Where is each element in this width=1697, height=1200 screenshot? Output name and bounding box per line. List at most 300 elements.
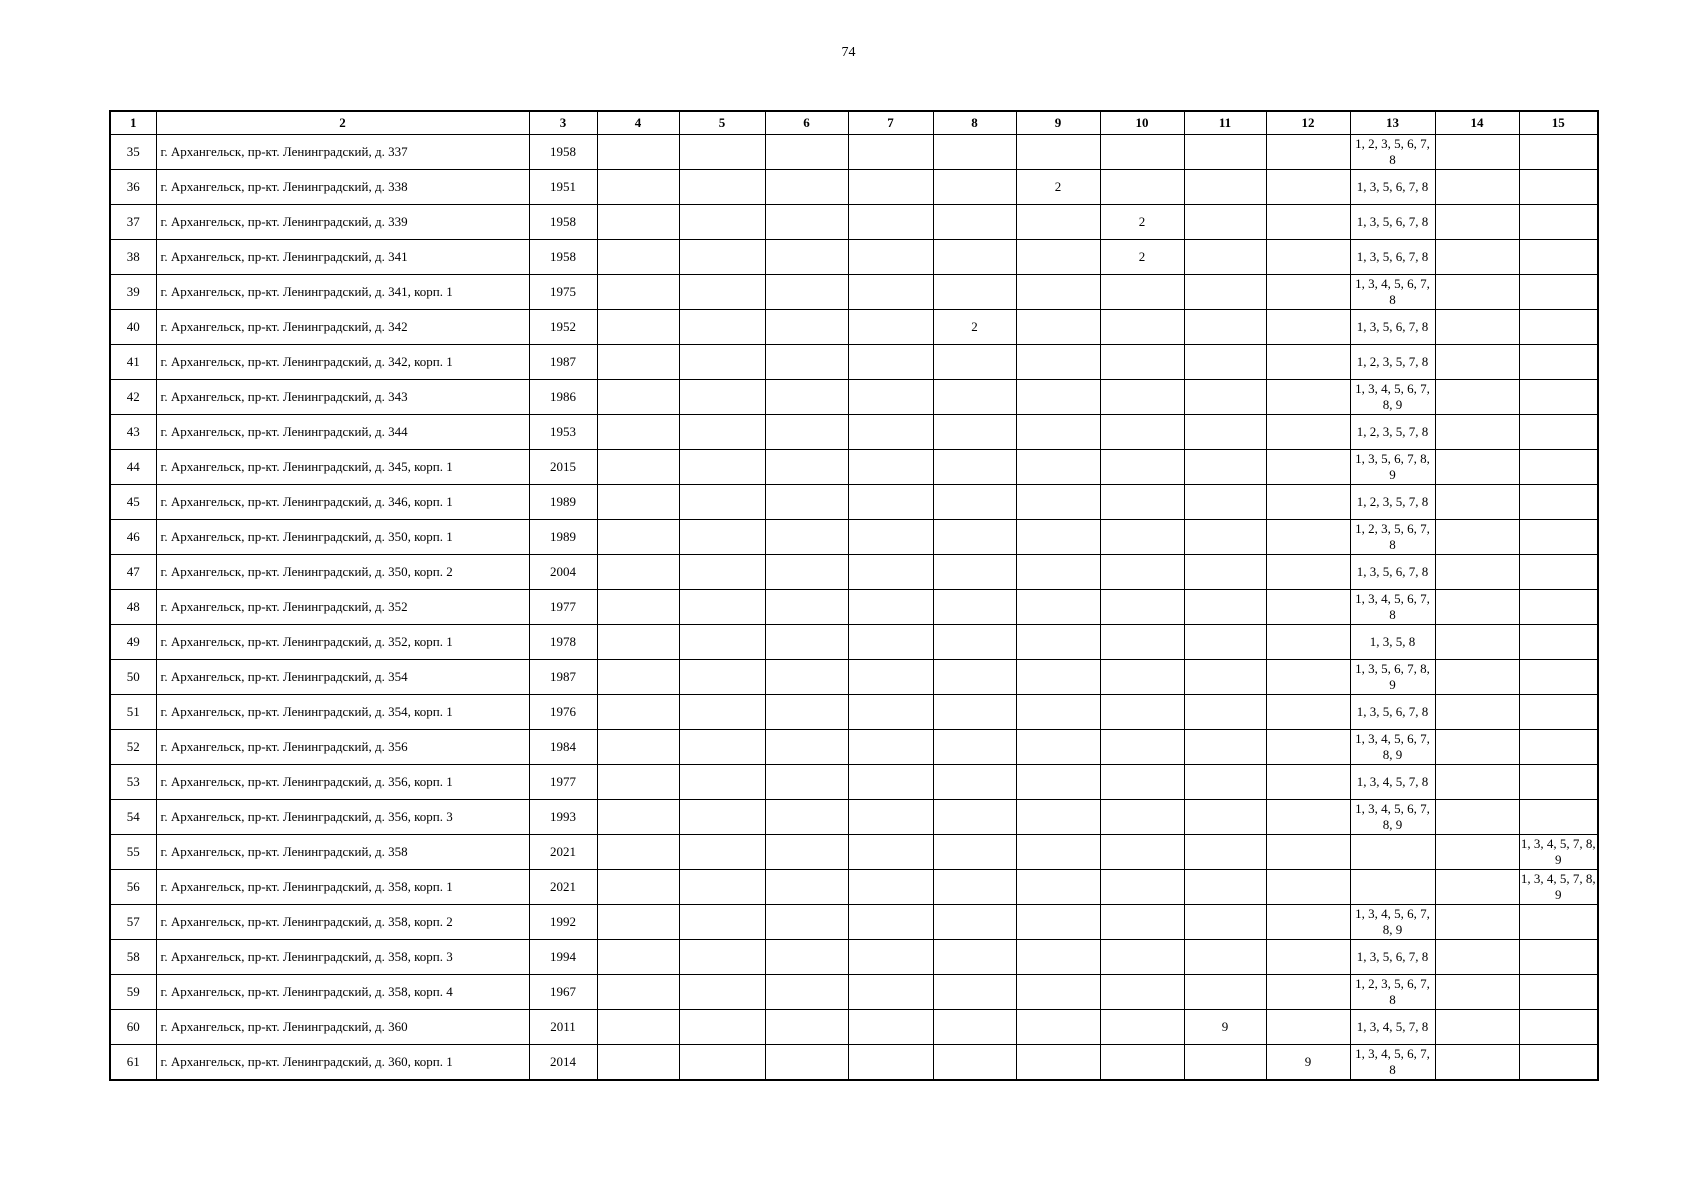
column-6-cell	[765, 205, 848, 240]
column-12-cell: 9	[1266, 1045, 1350, 1080]
column-5-cell	[679, 695, 765, 730]
column-6-cell	[765, 1010, 848, 1045]
table-row	[110, 590, 1598, 625]
year-cell: 2011	[529, 1010, 597, 1045]
column-8-cell	[933, 660, 1016, 695]
year-cell: 1992	[529, 905, 597, 940]
column-header-8: 8	[933, 111, 1016, 135]
housing-table	[109, 110, 1599, 1081]
row-number-cell: 48	[110, 590, 156, 625]
column-14-cell	[1435, 765, 1519, 800]
column-8-cell	[933, 485, 1016, 520]
column-6-cell	[765, 765, 848, 800]
row-number-cell: 45	[110, 485, 156, 520]
column-11-cell	[1184, 870, 1266, 905]
column-15-cell	[1519, 905, 1598, 940]
column-header-10: 10	[1100, 111, 1184, 135]
row-number-cell: 41	[110, 345, 156, 380]
column-11-cell	[1184, 415, 1266, 450]
column-14-cell	[1435, 695, 1519, 730]
column-header-3: 3	[529, 111, 597, 135]
address-cell: г. Архангельск, пр-кт. Ленинградский, д. 345, корп. 1	[156, 450, 529, 485]
column-11-cell	[1184, 485, 1266, 520]
column-11-cell	[1184, 800, 1266, 835]
column-14-cell	[1435, 345, 1519, 380]
column-15-cell	[1519, 940, 1598, 975]
column-11-cell	[1184, 450, 1266, 485]
column-10-cell	[1100, 345, 1184, 380]
column-12-cell	[1266, 940, 1350, 975]
column-4-cell	[597, 940, 679, 975]
column-14-cell	[1435, 135, 1519, 170]
column-13-cell	[1350, 835, 1435, 870]
column-13-cell: 1, 3, 5, 6, 7, 8	[1350, 240, 1435, 275]
table-row	[110, 555, 1598, 590]
column-14-cell	[1435, 870, 1519, 905]
column-5-cell	[679, 625, 765, 660]
column-15-cell	[1519, 450, 1598, 485]
column-9-cell	[1016, 275, 1100, 310]
column-8-cell	[933, 975, 1016, 1010]
year-cell: 1958	[529, 135, 597, 170]
column-15-cell	[1519, 380, 1598, 415]
year-cell: 1951	[529, 170, 597, 205]
column-9-cell	[1016, 345, 1100, 380]
column-5-cell	[679, 800, 765, 835]
column-13-cell: 1, 3, 5, 6, 7, 8	[1350, 310, 1435, 345]
address-cell: г. Архангельск, пр-кт. Ленинградский, д. 339	[156, 205, 529, 240]
column-5-cell	[679, 590, 765, 625]
column-5-cell	[679, 1010, 765, 1045]
row-number-cell: 35	[110, 135, 156, 170]
column-13-cell: 1, 3, 4, 5, 7, 8	[1350, 1010, 1435, 1045]
column-13-cell: 1, 2, 3, 5, 6, 7, 8	[1350, 135, 1435, 170]
column-7-cell	[848, 345, 933, 380]
column-6-cell	[765, 695, 848, 730]
address-cell: г. Архангельск, пр-кт. Ленинградский, д. 358, корп. 1	[156, 870, 529, 905]
column-4-cell	[597, 450, 679, 485]
column-11-cell	[1184, 170, 1266, 205]
table-row	[110, 520, 1598, 555]
column-9-cell	[1016, 205, 1100, 240]
column-8-cell	[933, 555, 1016, 590]
column-15-cell: 1, 3, 4, 5, 7, 8, 9	[1519, 870, 1598, 905]
column-8-cell: 2	[933, 310, 1016, 345]
column-11-cell	[1184, 730, 1266, 765]
column-4-cell	[597, 660, 679, 695]
column-9-cell	[1016, 660, 1100, 695]
column-header-1: 1	[110, 111, 156, 135]
table-row	[110, 415, 1598, 450]
column-12-cell	[1266, 240, 1350, 275]
column-7-cell	[848, 485, 933, 520]
column-14-cell	[1435, 660, 1519, 695]
column-10-cell	[1100, 590, 1184, 625]
address-cell: г. Архангельск, пр-кт. Ленинградский, д. 337	[156, 135, 529, 170]
column-10-cell	[1100, 660, 1184, 695]
column-11-cell	[1184, 205, 1266, 240]
table-row	[110, 905, 1598, 940]
column-10-cell: 2	[1100, 240, 1184, 275]
column-12-cell	[1266, 1010, 1350, 1045]
table-row	[110, 800, 1598, 835]
column-header-15: 15	[1519, 111, 1598, 135]
column-15-cell	[1519, 415, 1598, 450]
column-13-cell: 1, 3, 4, 5, 6, 7, 8	[1350, 275, 1435, 310]
row-number-cell: 37	[110, 205, 156, 240]
column-7-cell	[848, 590, 933, 625]
column-11-cell	[1184, 275, 1266, 310]
column-9-cell	[1016, 380, 1100, 415]
column-14-cell	[1435, 940, 1519, 975]
column-header-5: 5	[679, 111, 765, 135]
column-10-cell: 2	[1100, 205, 1184, 240]
column-14-cell	[1435, 415, 1519, 450]
column-15-cell	[1519, 520, 1598, 555]
column-10-cell	[1100, 310, 1184, 345]
column-7-cell	[848, 415, 933, 450]
column-5-cell	[679, 240, 765, 275]
column-4-cell	[597, 905, 679, 940]
column-9-cell	[1016, 940, 1100, 975]
column-11-cell	[1184, 310, 1266, 345]
column-15-cell: 1, 3, 4, 5, 7, 8, 9	[1519, 835, 1598, 870]
column-15-cell	[1519, 800, 1598, 835]
column-15-cell	[1519, 1010, 1598, 1045]
address-cell: г. Архангельск, пр-кт. Ленинградский, д. 342	[156, 310, 529, 345]
column-6-cell	[765, 660, 848, 695]
column-9-cell	[1016, 800, 1100, 835]
column-13-cell: 1, 3, 4, 5, 6, 7, 8, 9	[1350, 380, 1435, 415]
column-11-cell	[1184, 240, 1266, 275]
column-10-cell	[1100, 555, 1184, 590]
column-12-cell	[1266, 275, 1350, 310]
table-row	[110, 170, 1598, 205]
column-7-cell	[848, 240, 933, 275]
column-11-cell	[1184, 135, 1266, 170]
year-cell: 1989	[529, 520, 597, 555]
year-cell: 1987	[529, 345, 597, 380]
column-14-cell	[1435, 520, 1519, 555]
row-number-cell: 44	[110, 450, 156, 485]
year-cell: 1994	[529, 940, 597, 975]
column-9-cell	[1016, 240, 1100, 275]
column-6-cell	[765, 450, 848, 485]
column-4-cell	[597, 800, 679, 835]
column-9-cell	[1016, 415, 1100, 450]
column-12-cell	[1266, 800, 1350, 835]
year-cell: 1958	[529, 240, 597, 275]
column-10-cell	[1100, 870, 1184, 905]
column-5-cell	[679, 555, 765, 590]
column-header-13: 13	[1350, 111, 1435, 135]
column-12-cell	[1266, 590, 1350, 625]
column-15-cell	[1519, 485, 1598, 520]
column-header-2: 2	[156, 111, 529, 135]
column-header-6: 6	[765, 111, 848, 135]
column-12-cell	[1266, 170, 1350, 205]
column-8-cell	[933, 835, 1016, 870]
column-9-cell: 2	[1016, 170, 1100, 205]
column-15-cell	[1519, 135, 1598, 170]
column-11-cell	[1184, 625, 1266, 660]
column-11-cell	[1184, 695, 1266, 730]
column-10-cell	[1100, 380, 1184, 415]
column-10-cell	[1100, 1010, 1184, 1045]
row-number-cell: 39	[110, 275, 156, 310]
column-8-cell	[933, 800, 1016, 835]
column-9-cell	[1016, 1010, 1100, 1045]
column-15-cell	[1519, 765, 1598, 800]
row-number-cell: 47	[110, 555, 156, 590]
column-14-cell	[1435, 835, 1519, 870]
row-number-cell: 60	[110, 1010, 156, 1045]
column-10-cell	[1100, 170, 1184, 205]
column-8-cell	[933, 520, 1016, 555]
column-7-cell	[848, 170, 933, 205]
year-cell: 1993	[529, 800, 597, 835]
column-5-cell	[679, 905, 765, 940]
row-number-cell: 54	[110, 800, 156, 835]
column-6-cell	[765, 415, 848, 450]
column-5-cell	[679, 940, 765, 975]
column-12-cell	[1266, 485, 1350, 520]
column-11-cell	[1184, 660, 1266, 695]
column-4-cell	[597, 415, 679, 450]
column-14-cell	[1435, 730, 1519, 765]
column-header-14: 14	[1435, 111, 1519, 135]
column-5-cell	[679, 310, 765, 345]
column-6-cell	[765, 380, 848, 415]
column-8-cell	[933, 905, 1016, 940]
column-12-cell	[1266, 380, 1350, 415]
column-7-cell	[848, 555, 933, 590]
row-number-cell: 50	[110, 660, 156, 695]
column-14-cell	[1435, 485, 1519, 520]
row-number-cell: 56	[110, 870, 156, 905]
column-15-cell	[1519, 345, 1598, 380]
column-15-cell	[1519, 170, 1598, 205]
column-6-cell	[765, 520, 848, 555]
column-7-cell	[848, 870, 933, 905]
column-9-cell	[1016, 975, 1100, 1010]
column-10-cell	[1100, 835, 1184, 870]
row-number-cell: 55	[110, 835, 156, 870]
row-number-cell: 49	[110, 625, 156, 660]
column-6-cell	[765, 485, 848, 520]
column-13-cell: 1, 3, 4, 5, 6, 7, 8	[1350, 1045, 1435, 1080]
row-number-cell: 53	[110, 765, 156, 800]
column-6-cell	[765, 975, 848, 1010]
column-14-cell	[1435, 975, 1519, 1010]
column-6-cell	[765, 800, 848, 835]
column-13-cell: 1, 3, 5, 6, 7, 8, 9	[1350, 660, 1435, 695]
address-cell: г. Архангельск, пр-кт. Ленинградский, д. 358, корп. 4	[156, 975, 529, 1010]
column-11-cell	[1184, 835, 1266, 870]
column-15-cell	[1519, 695, 1598, 730]
year-cell: 2021	[529, 870, 597, 905]
table-row	[110, 975, 1598, 1010]
row-number-cell: 57	[110, 905, 156, 940]
table-row	[110, 310, 1598, 345]
column-4-cell	[597, 310, 679, 345]
column-7-cell	[848, 660, 933, 695]
column-6-cell	[765, 345, 848, 380]
column-13-cell: 1, 2, 3, 5, 6, 7, 8	[1350, 520, 1435, 555]
column-10-cell	[1100, 135, 1184, 170]
column-10-cell	[1100, 905, 1184, 940]
column-14-cell	[1435, 800, 1519, 835]
column-12-cell	[1266, 205, 1350, 240]
year-cell: 1989	[529, 485, 597, 520]
column-12-cell	[1266, 135, 1350, 170]
column-14-cell	[1435, 625, 1519, 660]
column-13-cell: 1, 2, 3, 5, 7, 8	[1350, 485, 1435, 520]
year-cell: 1976	[529, 695, 597, 730]
address-cell: г. Архангельск, пр-кт. Ленинградский, д. 356, корп. 1	[156, 765, 529, 800]
column-header-12: 12	[1266, 111, 1350, 135]
column-12-cell	[1266, 415, 1350, 450]
column-5-cell	[679, 135, 765, 170]
address-cell: г. Архангельск, пр-кт. Ленинградский, д. 352, корп. 1	[156, 625, 529, 660]
table-row	[110, 835, 1598, 870]
year-cell: 1984	[529, 730, 597, 765]
column-8-cell	[933, 590, 1016, 625]
column-10-cell	[1100, 1045, 1184, 1080]
column-7-cell	[848, 975, 933, 1010]
address-cell: г. Архангельск, пр-кт. Ленинградский, д. 358, корп. 2	[156, 905, 529, 940]
column-10-cell	[1100, 975, 1184, 1010]
column-8-cell	[933, 380, 1016, 415]
column-14-cell	[1435, 555, 1519, 590]
column-4-cell	[597, 485, 679, 520]
column-13-cell: 1, 3, 4, 5, 6, 7, 8	[1350, 590, 1435, 625]
address-cell: г. Архангельск, пр-кт. Ленинградский, д. 356	[156, 730, 529, 765]
column-8-cell	[933, 870, 1016, 905]
column-13-cell: 1, 2, 3, 5, 7, 8	[1350, 345, 1435, 380]
column-15-cell	[1519, 625, 1598, 660]
table-row	[110, 345, 1598, 380]
column-6-cell	[765, 170, 848, 205]
column-7-cell	[848, 905, 933, 940]
column-5-cell	[679, 415, 765, 450]
column-4-cell	[597, 975, 679, 1010]
column-7-cell	[848, 1045, 933, 1080]
column-10-cell	[1100, 730, 1184, 765]
column-8-cell	[933, 695, 1016, 730]
column-9-cell	[1016, 835, 1100, 870]
column-5-cell	[679, 485, 765, 520]
column-10-cell	[1100, 800, 1184, 835]
table-row	[110, 240, 1598, 275]
address-cell: г. Архангельск, пр-кт. Ленинградский, д. 354, корп. 1	[156, 695, 529, 730]
column-8-cell	[933, 170, 1016, 205]
column-5-cell	[679, 835, 765, 870]
table-row	[110, 1010, 1598, 1045]
row-number-cell: 59	[110, 975, 156, 1010]
column-14-cell	[1435, 170, 1519, 205]
column-6-cell	[765, 135, 848, 170]
column-8-cell	[933, 135, 1016, 170]
column-13-cell: 1, 3, 4, 5, 6, 7, 8, 9	[1350, 905, 1435, 940]
column-10-cell	[1100, 695, 1184, 730]
column-13-cell: 1, 3, 5, 8	[1350, 625, 1435, 660]
column-15-cell	[1519, 240, 1598, 275]
column-13-cell: 1, 2, 3, 5, 6, 7, 8	[1350, 975, 1435, 1010]
column-8-cell	[933, 1045, 1016, 1080]
column-7-cell	[848, 135, 933, 170]
table-row	[110, 450, 1598, 485]
column-5-cell	[679, 1045, 765, 1080]
column-4-cell	[597, 205, 679, 240]
column-7-cell	[848, 940, 933, 975]
column-5-cell	[679, 275, 765, 310]
column-15-cell	[1519, 730, 1598, 765]
column-7-cell	[848, 765, 933, 800]
column-8-cell	[933, 415, 1016, 450]
column-10-cell	[1100, 625, 1184, 660]
address-cell: г. Архангельск, пр-кт. Ленинградский, д. 352	[156, 590, 529, 625]
column-6-cell	[765, 940, 848, 975]
column-12-cell	[1266, 555, 1350, 590]
row-number-cell: 43	[110, 415, 156, 450]
column-7-cell	[848, 1010, 933, 1045]
column-5-cell	[679, 380, 765, 415]
column-10-cell	[1100, 450, 1184, 485]
column-12-cell	[1266, 905, 1350, 940]
year-cell: 1977	[529, 765, 597, 800]
column-4-cell	[597, 765, 679, 800]
column-9-cell	[1016, 310, 1100, 345]
column-7-cell	[848, 800, 933, 835]
column-12-cell	[1266, 765, 1350, 800]
column-5-cell	[679, 730, 765, 765]
row-number-cell: 36	[110, 170, 156, 205]
row-number-cell: 61	[110, 1045, 156, 1080]
year-cell: 2021	[529, 835, 597, 870]
column-4-cell	[597, 555, 679, 590]
column-14-cell	[1435, 310, 1519, 345]
column-9-cell	[1016, 520, 1100, 555]
column-6-cell	[765, 310, 848, 345]
row-number-cell: 38	[110, 240, 156, 275]
address-cell: г. Архангельск, пр-кт. Ленинградский, д. 358	[156, 835, 529, 870]
address-cell: г. Архангельск, пр-кт. Ленинградский, д. 350, корп. 2	[156, 555, 529, 590]
year-cell: 1953	[529, 415, 597, 450]
column-9-cell	[1016, 695, 1100, 730]
column-11-cell	[1184, 590, 1266, 625]
table-row	[110, 870, 1598, 905]
column-8-cell	[933, 205, 1016, 240]
address-cell: г. Архангельск, пр-кт. Ленинградский, д. 350, корп. 1	[156, 520, 529, 555]
address-cell: г. Архангельск, пр-кт. Ленинградский, д. 360, корп. 1	[156, 1045, 529, 1080]
address-cell: г. Архангельск, пр-кт. Ленинградский, д. 356, корп. 3	[156, 800, 529, 835]
header-row	[110, 111, 1598, 135]
column-10-cell	[1100, 765, 1184, 800]
column-6-cell	[765, 1045, 848, 1080]
address-cell: г. Архангельск, пр-кт. Ленинградский, д. 346, корп. 1	[156, 485, 529, 520]
column-9-cell	[1016, 485, 1100, 520]
table-row	[110, 940, 1598, 975]
column-13-cell: 1, 3, 4, 5, 6, 7, 8, 9	[1350, 800, 1435, 835]
year-cell: 1986	[529, 380, 597, 415]
column-6-cell	[765, 730, 848, 765]
column-12-cell	[1266, 310, 1350, 345]
page-number: 74	[841, 45, 856, 60]
year-cell: 1958	[529, 205, 597, 240]
column-9-cell	[1016, 555, 1100, 590]
column-10-cell	[1100, 940, 1184, 975]
